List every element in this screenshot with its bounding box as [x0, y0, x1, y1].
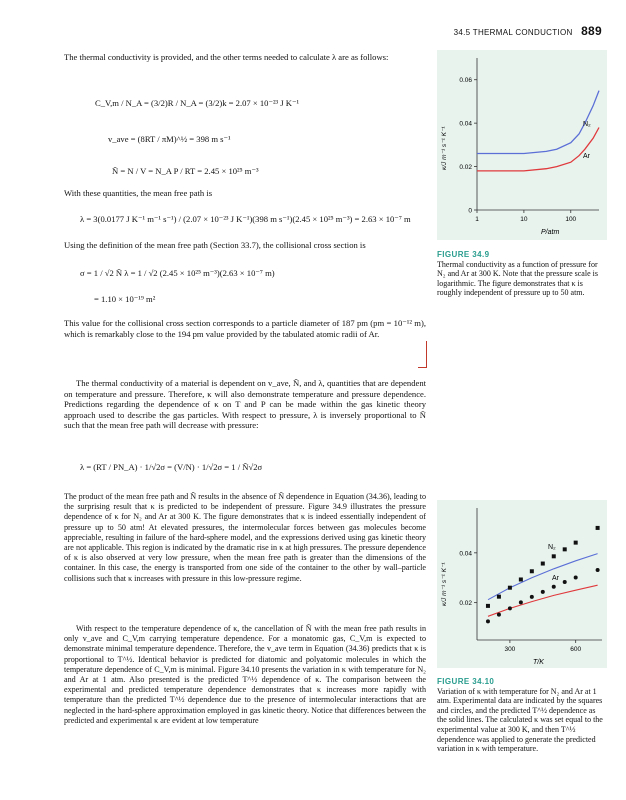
fig2-n2-data-point	[508, 586, 512, 590]
fig1-x-tick-label: 10	[520, 216, 528, 223]
figure-34-9-caption: Thermal conductivity as a function of pressure for N₂ and Ar at 300 K. Note that the pressure scale is logarithmic. The figure demonstrates that κ is roughly independent of pressure up to 50 atm.	[437, 259, 598, 298]
fig2-ar-predicted-line	[488, 585, 598, 616]
fig2-ar-data-point	[596, 568, 600, 572]
fig1-x-tick-label: 100	[565, 216, 577, 223]
fig1-y-tick-label: 0.02	[459, 164, 472, 172]
fig1-y-tick-label: 0	[468, 207, 472, 215]
fig2-ar-data-point	[541, 590, 545, 594]
equation-lambda-pressure: λ = (RT / PN_A) · 1/√2σ = (V/N) · 1/√2σ = 1 / Ñ√2σ	[80, 462, 263, 472]
paragraph-pressure: The thermal conductivity of a material is dependent on v_ave, Ñ, and λ, quantities that are dependent on temperature and pressure. Therefore, κ will also demonstrate temperature and pressure dependence. Predictions regarding the dependence of κ on T and P can be made within the gas kinetic theory approach used to describe the gas particles. With respect to pressure, λ is inversely proportional to Ñ such that the mean free path will decrease with pressure:	[64, 378, 426, 430]
fig2-y-tick-label: 0.04	[459, 550, 472, 558]
section-title: 34.5 THERMAL CONDUCTION	[453, 28, 573, 37]
running-header	[454, 24, 602, 38]
equation-lambda: λ = 3(0.0177 J K⁻¹ m⁻¹ s⁻¹) / (2.07 × 10⁻²³ J K⁻¹)(398 m s⁻¹)(2.45 × 10²⁵ m⁻³) = 2.63 × 10⁻⁷ m	[80, 214, 411, 224]
fig2-n2-data-point	[574, 541, 578, 545]
fig2-n2-data-point	[596, 526, 600, 530]
fig2-ar-data-point	[497, 613, 501, 617]
fig2-ar-data-point	[563, 580, 567, 584]
figure-34-9-label: FIGURE 34.9	[437, 250, 490, 259]
intro-text: The thermal conductivity is provided, and the other terms needed to calculate λ are as follows:	[64, 52, 389, 62]
paragraph-pressure-independence: The product of the mean free path and Ñ results in the absence of Ñ dependence in Equation (34.36), leading to the surprising result that κ is predicted to be independent of pressure. Figure 34.9 illustrates the pressure dependence of κ for N₂ and Ar at 300 K. The figure demonstrates that κ is indeed essentially independent of pressure up to 50 atm! At elevated pressures, the intermolecular forces between gas molecules become appreciable, resulting in failure of the hard-sphere model, and the expressions derived using gas kinetic theory are not applicable. This region is indicated by the dramatic rise in κ at high pressures. The pressure dependence of κ is also observed at very low pressure, when the mean free path is greater than the dimensions of the container. In this case, the energy is transported from one side of the container to the other by wall–particle collisions such that κ increases with pressure in this low-pressure regime.	[64, 492, 426, 583]
equation-n: Ñ = N / V = N_A P / RT = 2.45 × 10²⁵ m⁻³	[112, 166, 259, 176]
fig2-ar-data-point	[530, 595, 534, 599]
fig2-ar-data-point	[574, 575, 578, 579]
equation-vave: v_ave = (8RT / πM)^½ = 398 m s⁻¹	[108, 134, 231, 144]
fig2-ar-data-point	[519, 600, 523, 604]
fig2-n2-data-point	[497, 595, 501, 599]
equation-cv: C_V,m / N_A = (3/2)R / N_A = (3/2)k = 2.07 × 10⁻²³ J K⁻¹	[95, 98, 300, 108]
fig2-legend-n2: N₂	[548, 544, 556, 551]
fig2-ar-data-point	[486, 619, 490, 623]
figure-34-10-caption: Variation of κ with temperature for N₂ and Ar at 1 atm. Experimental data are indicated by the squares and circles, and the predicted T^½ dependence as the solid lines. The calculated κ was set equal to the experimental value at 300 K, and then T^½ dependence was applied to generate the predicted variation in κ with temperature.	[437, 686, 603, 754]
fig2-n2-data-point	[541, 562, 545, 566]
fig1-y-tick-label: 0.04	[459, 120, 472, 128]
fig2-x-tick-label: 300	[504, 646, 516, 653]
fig1-x-label: P/atm	[541, 229, 560, 236]
fig2-x-tick-label: 600	[570, 646, 582, 653]
cross-section-paragraph: This value for the collisional cross section corresponds to a particle diameter of 187 pm (pm = 10⁻¹² m), which is remarkably close to the 194 pm value provided by the tabulated atomic radii of Ar.	[64, 318, 426, 339]
fig2-ar-data-point	[508, 606, 512, 610]
using-definition-text: Using the definition of the mean free path (Section 33.7), the collisional cross section is	[64, 240, 366, 250]
fig2-y-tick-label: 0.02	[459, 600, 472, 608]
fig2-legend-ar: Ar	[552, 575, 559, 582]
fig1-y-tick-label: 0.06	[459, 77, 472, 85]
fig2-x-label: T/K	[533, 659, 544, 666]
fig2-ar-data-point	[552, 585, 556, 589]
fig1-x-tick-label: 1	[475, 216, 479, 223]
figure-34-9-chart	[437, 50, 607, 240]
fig2-n2-data-point	[519, 577, 523, 581]
figure-34-10-label: FIGURE 34.10	[437, 677, 495, 686]
page-number: 889	[581, 24, 602, 38]
fig1-y-label: κ/J m⁻¹ s⁻¹ K⁻¹	[441, 126, 448, 170]
with-quantities-text: With these quantities, the mean free path is	[64, 188, 213, 198]
fig1-series-ar-line	[477, 128, 599, 171]
equation-sigma: σ = 1 / √2 Ñ λ = 1 / √2 (2.45 × 10²⁵ m⁻³)(2.63 × 10⁻⁷ m)	[80, 268, 275, 278]
fig2-y-label: κ/J m⁻¹ s⁻¹ K⁻¹	[441, 562, 448, 606]
fig1-series-n2-line	[477, 91, 599, 154]
paragraph-temperature: With respect to the temperature dependence of κ, the cancellation of Ñ with the mean free path results in only v_ave and C_V,m carrying temperature dependence. For a monatomic gas, C_V,m is expected to demonstrate minimal temperature dependence. Therefore, the v_ave term in Equation (34.36) predicts that κ is proportional to T^½. Identical behavior is predicted for diatomic and polyatomic molecules in which the temperature dependence of C_V,m is minimal. Figure 34.10 presents the variation in κ with temperature for N₂ and Ar at 1 atm. Also presented is the predicted T^½ dependence of κ. The comparison between the experimental and predicted temperature dependence demonstrates that κ increases more rapidly with temperature than the predicted T^½ dependence due to the presence of intermolecular interactions that are neglected in the hard-sphere approximation employed in gas kinetic theory. Notice that differences between the predicted and experimental κ are evident at low temperature	[64, 624, 426, 725]
figure-34-10-chart	[437, 500, 607, 668]
fig2-n2-data-point	[486, 604, 490, 608]
fig2-n2-data-point	[530, 569, 534, 573]
equation-sigma-result: = 1.10 × 10⁻¹⁹ m²	[94, 294, 156, 304]
fig1-legend-ar: Ar	[583, 153, 590, 160]
fig1-legend-n2: N₂	[583, 121, 591, 128]
example-end-bracket	[418, 341, 427, 368]
fig2-n2-data-point	[552, 554, 556, 558]
fig2-n2-data-point	[563, 547, 567, 551]
